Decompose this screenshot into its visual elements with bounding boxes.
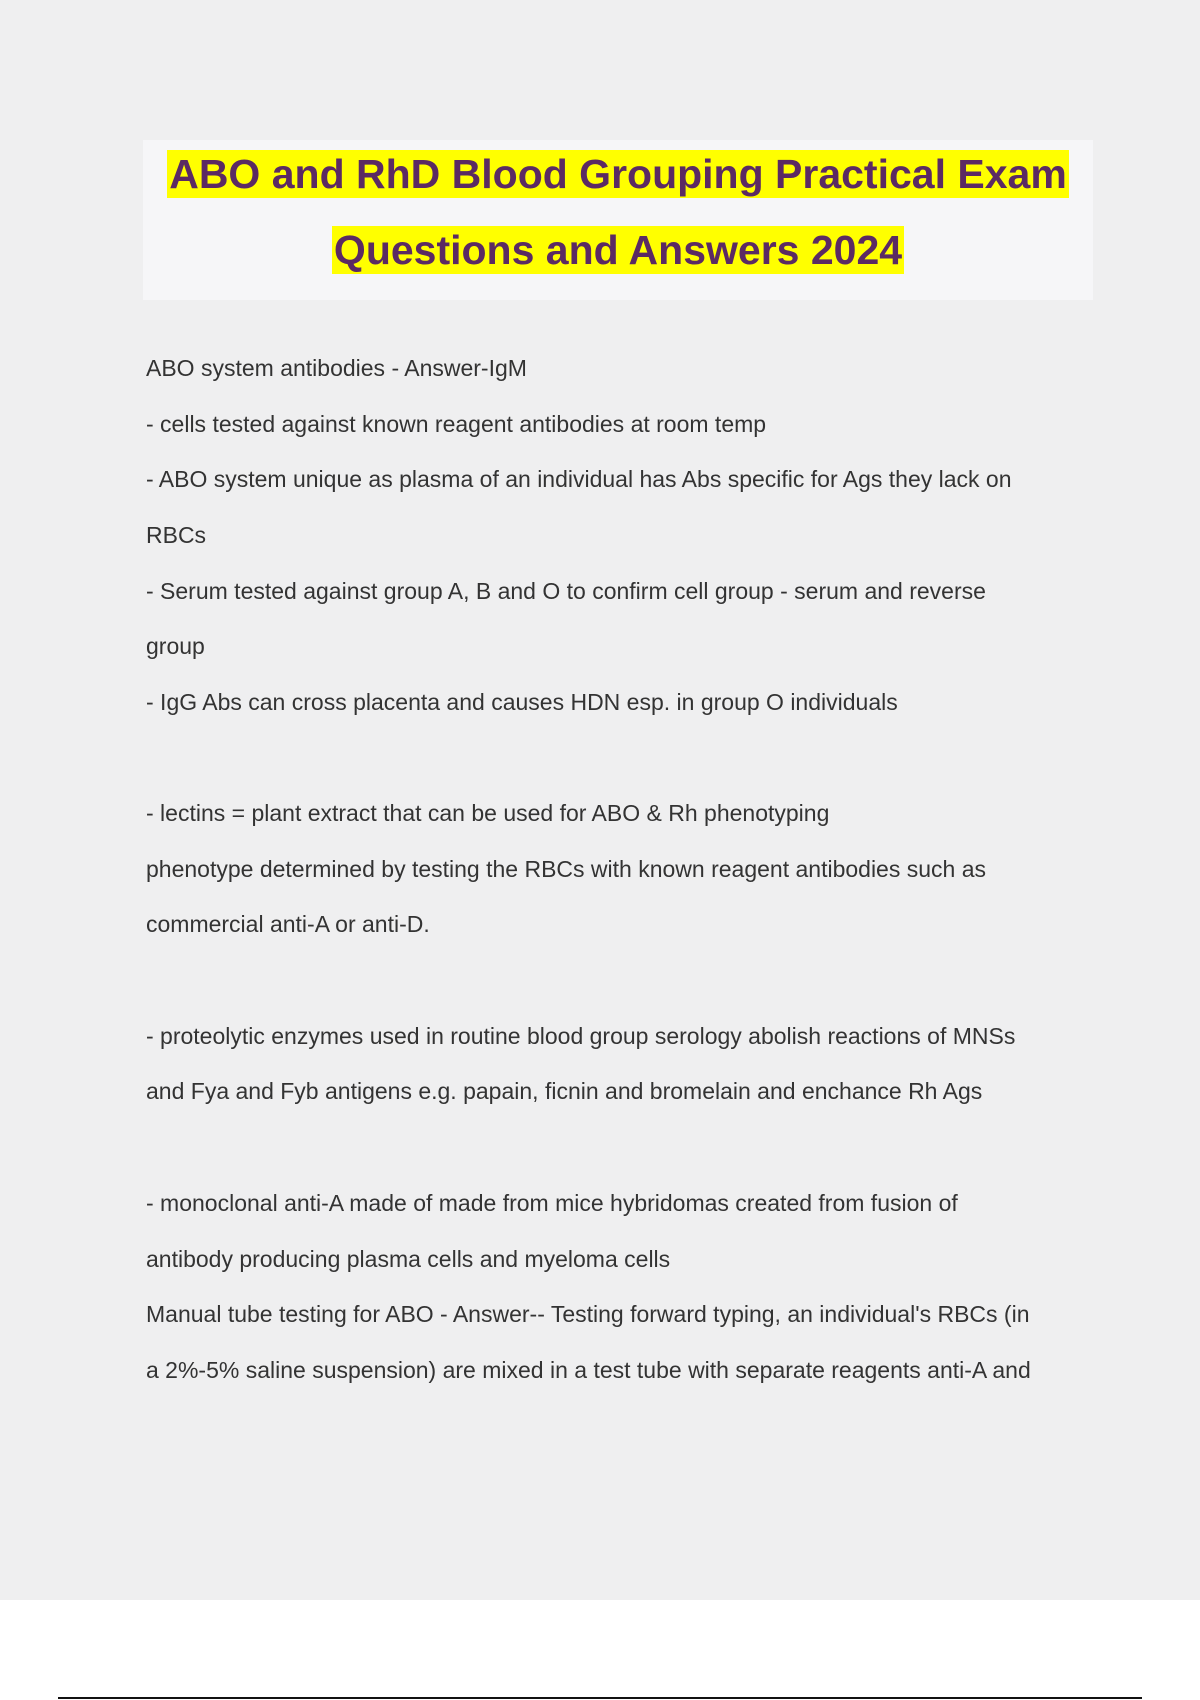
text-line: group [146, 633, 205, 659]
footer-divider [58, 1697, 1142, 1699]
document-title-line-2: Questions and Answers 2024 [333, 227, 903, 273]
text-line: - Serum tested against group A, B and O to confirm cell group - serum and reverse [146, 578, 986, 604]
text-line: a 2%-5% saline suspension) are mixed in a test tube with separate reagents anti-A and [146, 1357, 1031, 1383]
text-line: ABO system antibodies - Answer-IgM [146, 355, 527, 381]
text-line: RBCs [146, 522, 207, 548]
text-line: phenotype determined by testing the RBCs with known reagent antibodies such as [146, 856, 987, 882]
document-title-line-1: ABO and RhD Blood Grouping Practical Exam [169, 151, 1067, 197]
title-block [143, 140, 1093, 300]
text-line: antibody producing plasma cells and myeloma cells [146, 1246, 671, 1272]
text-line: and Fya and Fyb antigens e.g. papain, ficnin and bromelain and enchance Rh Ags [146, 1078, 983, 1104]
text-line: - proteolytic enzymes used in routine blood group serology abolish reactions of MNSs [146, 1023, 1016, 1049]
text-line: - ABO system unique as plasma of an individual has Abs specific for Ags they lack on [146, 466, 1012, 492]
text-line: Manual tube testing for ABO - Answer-- Testing forward typing, an individual's RBCs (in [146, 1301, 1030, 1327]
text-line: commercial anti-A or anti-D. [146, 911, 430, 937]
text-line: - cells tested against known reagent antibodies at room temp [146, 411, 767, 437]
text-line: - lectins = plant extract that can be used for ABO & Rh phenotyping [146, 800, 830, 826]
text-line: - monoclonal anti-A made of made from mice hybridomas created from fusion of [146, 1190, 958, 1216]
text-line: - IgG Abs can cross placenta and causes HDN esp. in group O individuals [146, 689, 898, 715]
